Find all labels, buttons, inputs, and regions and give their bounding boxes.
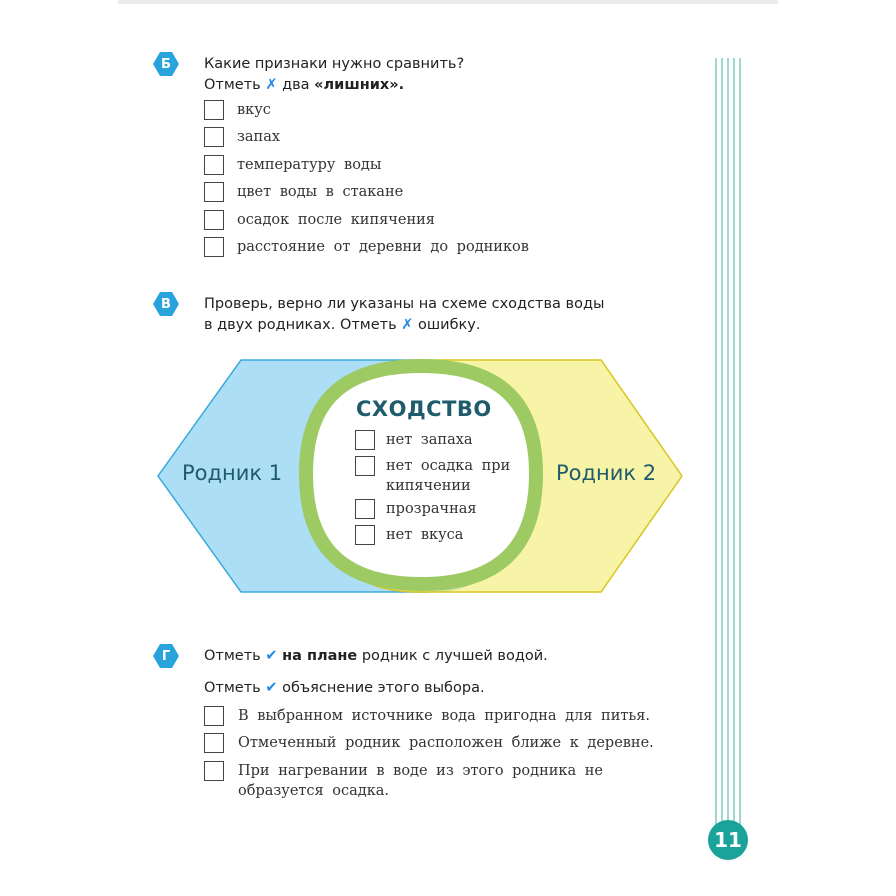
checkbox[interactable] [355, 525, 375, 545]
check-mark-icon: ✔ [265, 648, 278, 664]
checkbox[interactable] [204, 237, 224, 257]
checkbox[interactable] [355, 430, 375, 450]
option-g-2[interactable]: Отмеченный родник расположен ближе к деревне. [204, 733, 654, 753]
section-g-badge [152, 642, 180, 670]
option-g-3[interactable]: При нагревании в воде из этого родника не образуется осадка. [204, 761, 678, 801]
section-b-line2: Отметь ✗ два «лишних». [204, 77, 405, 93]
section-g-line2: Отметь ✔ объяснение этого выбора. [204, 680, 485, 696]
section-g-line1: Отметь ✔ на плане родник с лучшей водой. [204, 648, 548, 664]
top-border [118, 0, 778, 4]
cross-mark-icon: ✗ [265, 77, 278, 93]
venn-center-title: СХОДСТВО [356, 397, 492, 421]
checkbox[interactable] [204, 761, 224, 781]
margin-decoration [715, 58, 741, 856]
page-number: 11 [708, 820, 748, 860]
section-b-letter: Б [161, 56, 171, 72]
checkbox[interactable] [204, 706, 224, 726]
option-b-2[interactable]: запах [204, 127, 280, 147]
venn-left-label: Родник 1 [182, 461, 283, 485]
checkbox[interactable] [204, 100, 224, 120]
section-b-question [204, 54, 464, 96]
venn-item-1[interactable]: нет запаха [355, 430, 473, 450]
option-b-5[interactable]: осадок после кипячения [204, 210, 435, 230]
option-g-1[interactable]: В выбранном источнике вода пригодна для питья. [204, 706, 650, 726]
check-mark-icon: ✔ [265, 680, 278, 696]
venn-item-4[interactable]: нет вкуса [355, 525, 463, 545]
checkbox[interactable] [355, 456, 375, 476]
section-b-badge [152, 50, 180, 78]
section-b-line1: Какие признаки нужно сравнить? [204, 56, 465, 72]
section-g-letter: Г [161, 648, 171, 664]
section-v-line2: в двух родниках. Отметь ✗ ошибку. [204, 317, 481, 333]
section-v-badge [152, 290, 180, 318]
checkbox[interactable] [204, 127, 224, 147]
checkbox[interactable] [204, 210, 224, 230]
checkbox[interactable] [204, 733, 224, 753]
section-v-line1: Проверь, верно ли указаны на схеме сходства воды [204, 296, 605, 312]
option-b-6[interactable]: расстояние от деревни до родников [204, 237, 529, 257]
checkbox[interactable] [204, 182, 224, 202]
cross-mark-icon: ✗ [401, 317, 414, 333]
venn-item-2[interactable]: нет осадка при кипячении [355, 456, 516, 496]
venn-right-label: Родник 2 [556, 461, 657, 485]
venn-item-3[interactable]: прозрачная [355, 499, 477, 519]
checkbox[interactable] [204, 155, 224, 175]
section-v-question [204, 294, 704, 336]
checkbox[interactable] [355, 499, 375, 519]
option-b-3[interactable]: температуру воды [204, 155, 381, 175]
option-b-4[interactable]: цвет воды в стакане [204, 182, 403, 202]
section-v-letter: В [161, 296, 171, 312]
option-b-1[interactable]: вкус [204, 100, 271, 120]
